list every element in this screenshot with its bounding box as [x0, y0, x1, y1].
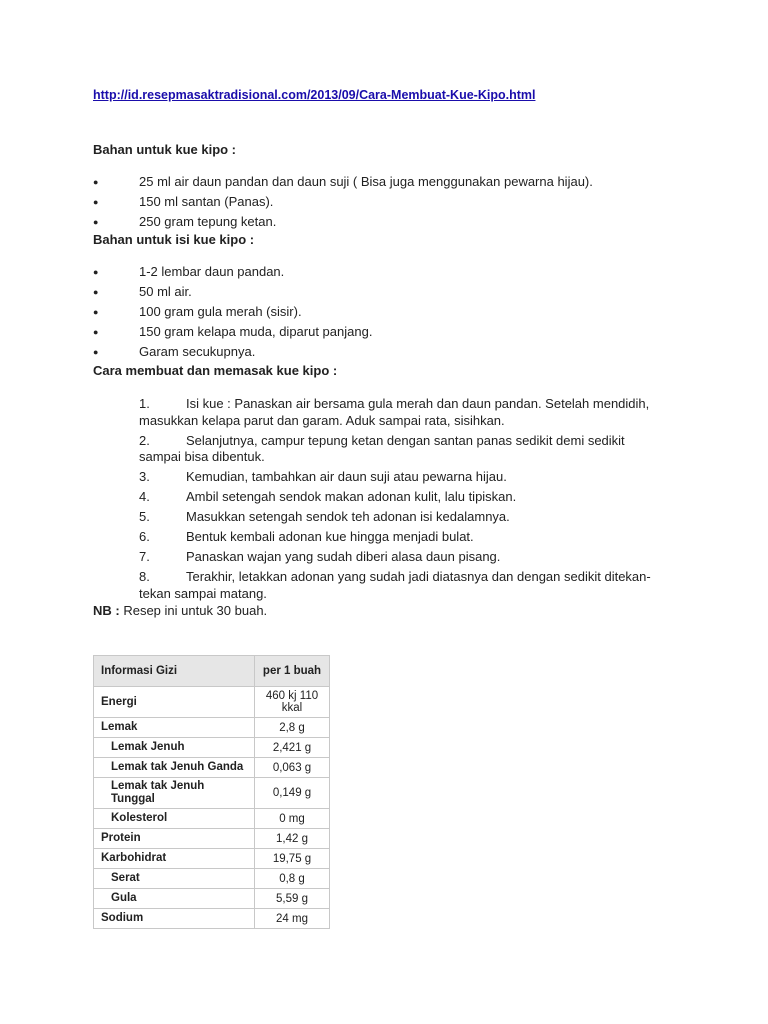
table-row	[94, 778, 330, 809]
method-heading: Cara membuat dan memasak kue kipo :	[93, 363, 338, 378]
bullet-icon: ●	[93, 347, 99, 357]
nutrient-name: Karbohidrat	[94, 849, 255, 869]
nutrient-value: 5,59 g	[255, 889, 330, 909]
step-item	[139, 569, 669, 602]
step-number: 3.	[139, 469, 150, 484]
list-item-text: Garam secukupnya.	[139, 344, 256, 359]
nutrient-name: Kolesterol	[94, 809, 255, 829]
table-row	[94, 758, 330, 778]
list-item-text: 50 ml air.	[139, 284, 192, 299]
list-item	[93, 192, 593, 212]
nutrient-name: Lemak	[94, 718, 255, 738]
step-number: 1.	[139, 396, 150, 411]
ingredients-list	[93, 172, 593, 232]
list-item-text: 25 ml air daun pandan dan daun suji ( Bisa juga menggunakan pewarna hijau).	[139, 174, 593, 189]
nutrient-name: Lemak tak Jenuh Tunggal	[94, 778, 255, 809]
list-item	[93, 262, 372, 282]
step-number: 6.	[139, 529, 150, 544]
note-text: Resep ini untuk 30 buah.	[119, 603, 268, 618]
ingredients-heading: Bahan untuk kue kipo :	[93, 142, 237, 157]
nutrient-value: 460 kj 110 kkal	[255, 687, 330, 718]
step-item	[139, 489, 669, 506]
nutrition-header-value: per 1 buah	[255, 656, 330, 687]
nutrient-name: Protein	[94, 829, 255, 849]
note	[93, 603, 267, 618]
list-item	[93, 212, 593, 232]
step-item	[139, 396, 669, 429]
nutrient-value: 1,42 g	[255, 829, 330, 849]
step-text: Masukkan setengah sendok teh adonan isi kedalamnya.	[186, 509, 510, 524]
nutrient-name: Lemak tak Jenuh Ganda	[94, 758, 255, 778]
filling-list	[93, 262, 372, 362]
step-item	[139, 549, 669, 566]
step-item	[139, 469, 669, 486]
list-item	[93, 322, 372, 342]
step-text: Selanjutnya, campur tepung ketan dengan santan panas sedikit demi sedikit sampai bisa dibentuk.	[139, 432, 625, 464]
step-text: Bentuk kembali adonan kue hingga menjadi bulat.	[186, 529, 474, 544]
nutrient-value: 0,149 g	[255, 778, 330, 809]
note-label: NB :	[93, 603, 120, 618]
table-row	[94, 809, 330, 829]
step-item	[139, 509, 669, 526]
table-row	[94, 718, 330, 738]
step-number: 5.	[139, 509, 150, 524]
bullet-icon: ●	[93, 287, 99, 297]
nutrient-value: 0,8 g	[255, 869, 330, 889]
list-item	[93, 282, 372, 302]
table-row	[94, 909, 330, 929]
table-row	[94, 687, 330, 718]
step-number: 4.	[139, 489, 150, 504]
step-item	[139, 529, 669, 546]
step-text: Ambil setengah sendok makan adonan kulit, lalu tipiskan.	[186, 489, 517, 504]
bullet-icon: ●	[93, 217, 99, 227]
bullet-icon: ●	[93, 327, 99, 337]
step-text: Terakhir, letakkan adonan yang sudah jadi diatasnya dan dengan sedikit ditekan-tekan sampai matang.	[139, 569, 651, 601]
step-text: Kemudian, tambahkan air daun suji atau pewarna hijau.	[186, 469, 507, 484]
nutrient-value: 0 mg	[255, 809, 330, 829]
step-number: 8.	[139, 569, 150, 584]
nutrient-name: Gula	[94, 889, 255, 909]
nutrient-name: Lemak Jenuh	[94, 738, 255, 758]
bullet-icon: ●	[93, 307, 99, 317]
nutrition-table	[93, 655, 330, 929]
step-item	[139, 433, 669, 466]
step-number: 7.	[139, 549, 150, 564]
table-row	[94, 869, 330, 889]
filling-heading: Bahan untuk isi kue kipo :	[93, 232, 255, 247]
list-item	[93, 172, 593, 192]
bullet-icon: ●	[93, 197, 99, 207]
nutrient-name: Serat	[94, 869, 255, 889]
step-number: 2.	[139, 432, 150, 448]
table-row	[94, 829, 330, 849]
list-item-text: 100 gram gula merah (sisir).	[139, 304, 302, 319]
list-item	[93, 342, 372, 362]
table-row	[94, 738, 330, 758]
source-url-link[interactable]: http://id.resepmasaktradisional.com/2013/09/Cara-Membuat-Kue-Kipo.html	[93, 88, 536, 102]
nutrient-value: 19,75 g	[255, 849, 330, 869]
table-header-row	[94, 656, 330, 687]
bullet-icon: ●	[93, 267, 99, 277]
nutrient-value: 2,421 g	[255, 738, 330, 758]
nutrient-value: 0,063 g	[255, 758, 330, 778]
list-item	[93, 302, 372, 322]
list-item-text: 150 gram kelapa muda, diparut panjang.	[139, 324, 373, 339]
nutrient-name: Energi	[94, 687, 255, 718]
table-row	[94, 889, 330, 909]
table-row	[94, 849, 330, 869]
method-steps	[139, 396, 669, 606]
nutrient-value: 2,8 g	[255, 718, 330, 738]
step-text: Panaskan wajan yang sudah diberi alasa daun pisang.	[186, 549, 501, 564]
list-item-text: 150 ml santan (Panas).	[139, 194, 274, 209]
nutrient-value: 24 mg	[255, 909, 330, 929]
list-item-text: 1-2 lembar daun pandan.	[139, 264, 285, 279]
list-item-text: 250 gram tepung ketan.	[139, 214, 277, 229]
bullet-icon: ●	[93, 177, 99, 187]
nutrient-name: Sodium	[94, 909, 255, 929]
step-text: Isi kue : Panaskan air bersama gula merah dan daun pandan. Setelah mendidih, masukkan kelapa parut dan garam. Aduk sampai rata, sisihkan.	[139, 396, 650, 428]
nutrition-header-name: Informasi Gizi	[94, 656, 255, 687]
